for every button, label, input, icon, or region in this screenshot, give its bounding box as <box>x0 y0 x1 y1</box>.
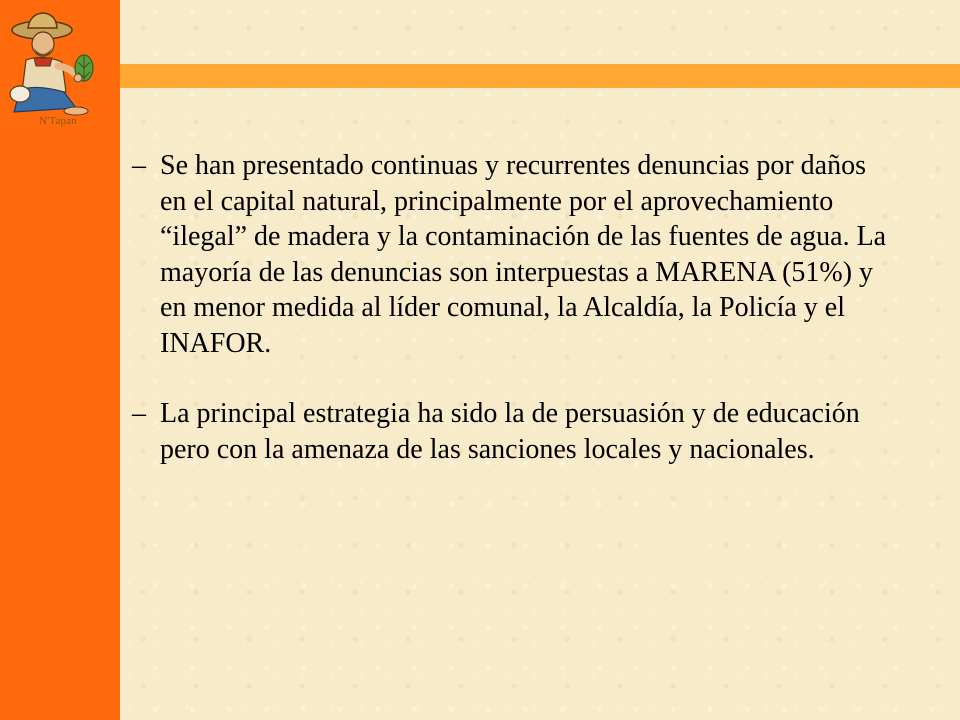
bullet-text: Se han presentado continuas y recurrentes denuncias por daños en el capital natural, principalmente por el aprovechamiento “ilegal” de madera y la contaminación de las fuentes de agua. La mayoría de las denuncias son interpuestas a MARENA (51%) y en menor medida al líder comunal, la Alcaldía, la Policía y el INAFOR. <box>160 150 887 359</box>
bullet-dash: – <box>132 398 146 429</box>
bullet-text: La principal estrategia ha sido la de persuasión y de educación pero con la amenaza de las sanciones locales y nacionales. <box>160 398 860 465</box>
logo-caption: N'Tapan <box>38 115 78 127</box>
logo <box>6 8 110 132</box>
top-accent-stripe <box>120 64 960 88</box>
bullet-item <box>132 396 892 467</box>
bullet-item <box>132 148 892 361</box>
bullet-dash: – <box>132 150 146 181</box>
farmer-with-hat-holding-plant-icon <box>6 8 110 118</box>
slide-content <box>132 148 892 467</box>
